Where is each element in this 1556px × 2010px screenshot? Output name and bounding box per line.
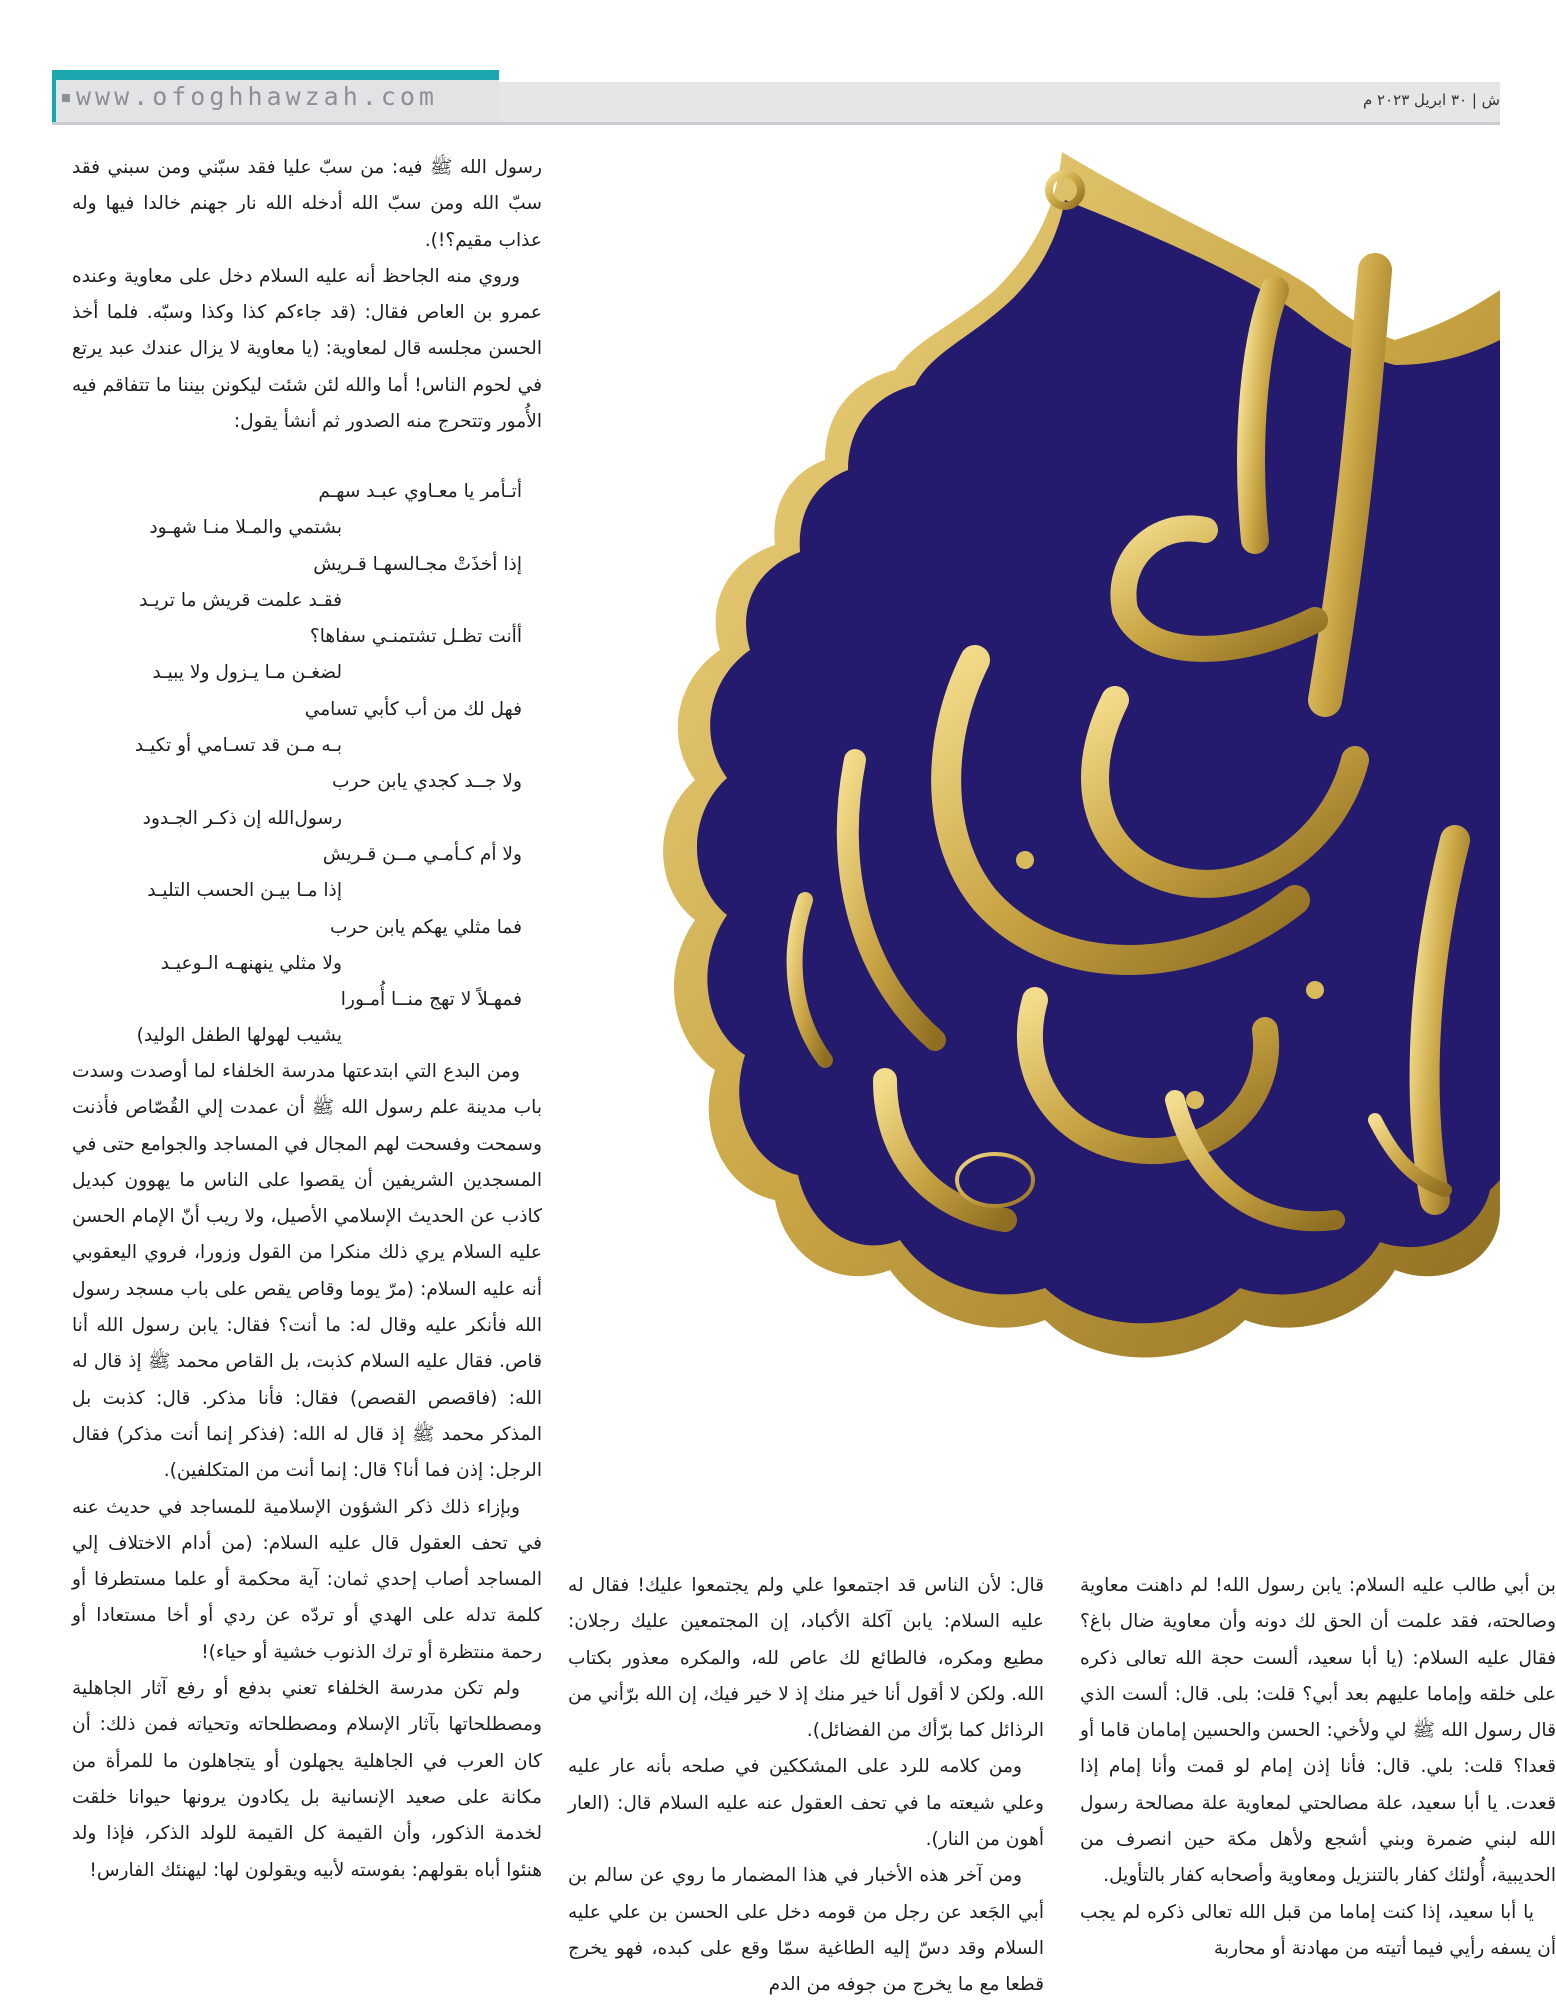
calligraphy-dot <box>1186 1091 1204 1109</box>
left-column-bottom <box>72 1054 542 1889</box>
poem-line: فمهـلاً لا تهج منــا أُمـورا <box>340 989 522 1011</box>
site-url[interactable] <box>62 82 438 111</box>
poem-line: لضغـن مـا يـزول ولا يبيـد <box>152 662 342 684</box>
poem-line: بشتمي والمـلا منـا شهـود <box>149 517 342 539</box>
calligraphy-dot <box>1016 851 1034 869</box>
calligraphy-artwork <box>555 140 1500 1490</box>
poem-line: إذا مـا بيـن الحسب التليـد <box>147 880 342 902</box>
poem-line: ولا جــد كجدي يابن حرب <box>332 771 522 793</box>
poem-line: ولا مثلي ينهنهـه الـوعيـد <box>160 952 342 974</box>
left-column-top <box>72 150 542 440</box>
bullet-square-icon <box>62 94 70 102</box>
site-url-text[interactable]: www.ofoghhawzah.com <box>76 82 438 111</box>
poem <box>82 474 522 1055</box>
poem-line: فهل لك من أب كأبي تسامي <box>304 698 522 720</box>
paragraph: بن أبي طالب عليه السلام: يابن رسول الله! لم داهنت معاوية وصالحته، فقد علمت أن الحق لك دونه وأن معاوية ضال باغ؟ فقال عليه السلام: (يا أبا سعيد، ألست حجة الله تعالى ذكره على خلقه وإماما عليهم بعد أبي؟ قلت: بلى. قال: ألست الذي قال رسول الله ﷺ لي ولأخي: الحسن والحسين إمامان قاما أو قعدا؟ قلت: بلي. قال: فأنا إذن إمام لو قمت وأنا إمام إذا قعدت. يا أبا سعيد، علة مصالحتي لمعاوية علة مصالحة رسول الله لبني ضمرة وبني أشجع ولأهل مكة حين انصرف من الحديبية، أُولئك كفار بالتنزيل ومعاوية وأصحابه كفار بالتأويل. <box>1080 1575 1556 1887</box>
poem-line: يشيب لهولها الطفل الوليد) <box>136 1025 342 1047</box>
paragraph: وروي منه الجاحظ أنه عليه السلام دخل على معاوية وعنده عمرو بن العاص فقال: (قد جاءكم كذا وكذا وسبّه. فلما أخذ الحسن مجلسه قال لمعاوية: (يا معاوية لا يزال عندك عبد يرتع في لحوم الناس! أما والله لئن شئت ليكونن بيننا ما تتفاقم فيه الأُمور وتتحرج منه الصدور ثم أنشأ يقول: <box>72 265 542 433</box>
right-column <box>1080 1568 1556 1967</box>
poem-line: فما مثلي يهكم يابن حرب <box>330 916 522 938</box>
middle-column <box>568 1568 1044 2004</box>
calligraphy-dot <box>1306 981 1324 999</box>
poem-line: أأنت تظـل تشتمنـي سفاها؟ <box>309 626 522 648</box>
right-column-clip <box>1080 1568 1556 2010</box>
poem-line: إذا أخذَتْ مجـالسهـا قـريش <box>313 553 522 575</box>
paragraph: يا أبا سعيد، إذا كنت إماما من قبل الله تعالى ذكره لم يجب أن يسفه رأيي فيما أتيته من مهادنة أو محاربة <box>1080 1901 1556 1959</box>
paragraph: ومن كلامه للرد على المشككين في صلحه بأنه عار عليه وعلي شيعته ما في تحف العقول عنه عليه السلام قال: (العار أهون من النار). <box>568 1756 1044 1851</box>
poem-line: رسول‌الله إن ذكـر الجـدود <box>142 807 342 829</box>
poem-line: أتـأمر يا معـاوي عبـد سهـم <box>318 481 522 502</box>
poem-line: بـه مـن قد تسـامي أو تكيـد <box>134 735 342 757</box>
poem-line: فقـد علمت قريش ما تريـد <box>139 589 342 611</box>
calligraphy-svg <box>555 140 1500 1490</box>
paragraph: وبإزاء ذلك ذكر الشؤون الإسلامية للمساجد في حديث عنه في تحف العقول قال عليه السلام: (من أدام الاختلاف إلي المساجد أصاب إحدي ثمان: آية محكمة أو علما مستطرفا أو كلمة تدله على الهدي أو تردّه عن ردي أو أخا مستعادا أو رحمة منتظرة أو ترك الذنوب خشية أو حياء)! <box>72 1496 542 1663</box>
paragraph: رسول الله ﷺ فيه: من سبّ عليا فقد سبّني ومن سبني فقد سبّ الله ومن سبّ الله أدخله الله نار جهنم خالدا فيها وله عذاب مقيم؟!). <box>72 157 542 251</box>
paragraph: ومن البدع التي ابتدعتها مدرسة الخلفاء لما أوصدت وسدت باب مدينة علم رسول الله ﷺ أن عمدت إلي القُصّاص فأذنت وسمحت وفسحت لهم المجال في المساجد والجوامع حتى في المسجدين الشريفين أن يقصوا على الناس ما يهوون كبديل كاذب عن الحديث الإسلامي الأصيل، ولا ريب أنّ الإمام الحسن عليه السلام يري ذلك منكرا من القول وزورا، فروي اليعقوبي أنه عليه السلام: (مرّ يوما وقاص يقص على باب مسجد رسول الله فأنكر عليه وقال له: ما أنت؟ فقال: يابن رسول الله أنا قاص. فقال عليه السلام كذبت، بل القاص محمد ﷺ إذ قال له الله: (فاقصص القصص) فقال: فأنا مذكر. قال: كذبت بل المذكر محمد ﷺ إذ قال له الله: (فذكر إنما أنت مذكر) فقال الرجل: إذن فما أنا؟ قال: إنما أنت من المتكلفين). <box>72 1061 542 1482</box>
issue-date: ش | ۳۰ ابریل ۲۰۲۳ م <box>1362 91 1500 109</box>
paragraph: ومن آخر هذه الأخبار في هذا المضمار ما روي عن سالم بن أبي الجَعد عن رجل من قومه دخل على الحسن بن علي عليه السلام وقد دسّ إليه الطاغية سمّا وقع على كبده، فهو يخرج قطعا مع ما يخرج من جوفه من الدم <box>568 1865 1044 1996</box>
paragraph: قال: لأن الناس قد اجتمعوا علي ولم يجتمعوا عليك! فقال له عليه السلام: يابن آكلة الأكباد، إن المجتمعين عليك رجلان: مطيع ومكره، فالطائع لك عاص لله، والمكره معذور بكتاب الله. ولكن لا أقول أنا خير منك إذ لا خير فيك، إن الله برّأني من الرذائل كما برّأك من الفضائل). <box>568 1575 1044 1742</box>
paragraph: ولم تكن مدرسة الخلفاء تعني بدفع أو رفع آثار الجاهلية ومصطلحاتها بآثار الإسلام ومصطلحاته وتحياته فمن ذلك: أن كان العرب في الجاهلية يجهلون أو يتجاهلون ما للمرأة من مكانة على صعيد الإنسانية بل يكادون يرونها حيوانا خلقت لخدمة الذكور، وأن القيمة كل القيمة للولد الذكر، فإذا ولد هنئوا أباه بقولهم: بفوسته لأبيه ويقولون لها: ليهنئك الفارس! <box>72 1678 542 1881</box>
poem-line: ولا أم كـأمـي مــن قـريش <box>322 843 522 865</box>
